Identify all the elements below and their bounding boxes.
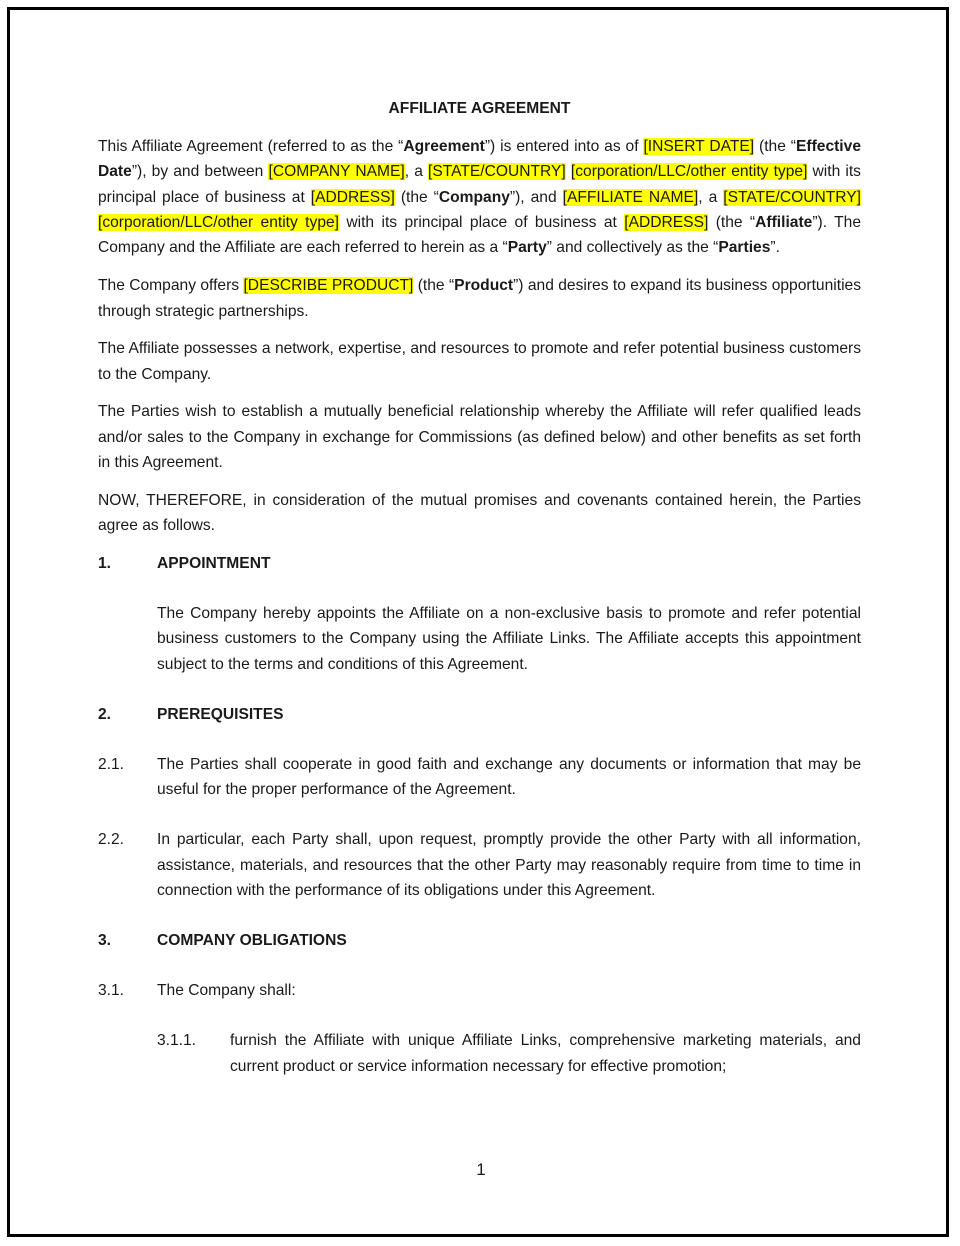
section-number: 1.: [98, 555, 112, 573]
clause-3-1: [98, 978, 861, 1003]
term-company: Company: [438, 188, 510, 206]
clause-number: 2.1.: [98, 756, 125, 774]
offers-text: ”) and desires to expand its business opportunities through strategic partnerships.: [98, 277, 862, 320]
section-1-heading: [98, 551, 861, 576]
offers-paragraph: [98, 273, 861, 323]
clause-text: The Company shall:: [157, 982, 296, 1000]
section-heading: COMPANY OBLIGATIONS: [157, 932, 347, 950]
placeholder-company-name: [COMPANY NAME]: [268, 163, 405, 181]
offers-text: The Company offers: [98, 277, 244, 295]
placeholder-state-country: [STATE/COUNTRY]: [428, 163, 566, 181]
term-affiliate: Affiliate: [755, 213, 813, 231]
section-number: 2.: [98, 705, 112, 723]
clause-2-2: [98, 827, 861, 903]
term-product: Product: [454, 277, 514, 295]
now-therefore-paragraph: NOW, THEREFORE, in consideration of the mutual promises and covenants contained herein, the Parties agree as follows.: [98, 491, 861, 534]
intro-text: ”) is entered into as of: [484, 138, 644, 156]
intro-text: ”). The Company and the Affiliate are each referred to herein as a “: [98, 213, 862, 257]
page-number: 1: [476, 1160, 486, 1179]
term-parties: Parties: [718, 239, 771, 257]
intro-text: , a: [698, 188, 724, 206]
term-effective-date: Effective Date: [98, 138, 861, 181]
placeholder-state-country: [STATE/COUNTRY]: [723, 188, 861, 206]
intro-text: (the “: [754, 138, 796, 156]
intro-text: ”.: [770, 239, 780, 257]
term-party: Party: [507, 239, 547, 257]
clause-3-1-1: [157, 1028, 861, 1078]
clause-number: 2.2.: [98, 831, 125, 849]
document-title: AFFILIATE AGREEMENT: [388, 100, 571, 117]
clause-text: In particular, each Party shall, upon request, promptly provide the other Party with all information, assistance, materials, and resources that the other Party may reasonably require from time to time in connection with the performance of its obligations under this Agreement.: [157, 831, 861, 899]
section-number: 3.: [98, 932, 112, 950]
clause-text: The Parties shall cooperate in good faith and exchange any documents or information that may be useful for the proper performance of the Agreement.: [157, 756, 861, 799]
placeholder-insert-date: [INSERT DATE]: [643, 138, 755, 156]
section-1-body: The Company hereby appoints the Affiliate on a non-exclusive basis to promote and refer potential business customers to the Company using the Affiliate Links. The Affiliate accepts this appointment subject to the terms and conditions of this Agreement.: [157, 605, 861, 673]
possesses-paragraph: The Affiliate possesses a network, expertise, and resources to promote and refer potential business customers to the Company.: [98, 340, 861, 383]
intro-text: ” and collectively as the “: [546, 239, 719, 257]
section-2-heading: [98, 702, 861, 727]
intro-text: (the “: [708, 213, 756, 231]
section-heading: APPOINTMENT: [157, 555, 271, 573]
document-body: [98, 96, 861, 1079]
intro-text: This Affiliate Agreement (referred to as the “: [98, 138, 404, 156]
clause-number: 3.1.: [98, 982, 125, 1000]
intro-text: ”), and: [509, 188, 563, 206]
intro-text: , a: [404, 163, 428, 181]
intro-paragraph: [98, 134, 861, 260]
placeholder-entity-type: [corporation/LLC/other entity type]: [570, 163, 808, 181]
intro-text: with its principal place of business at: [98, 163, 861, 206]
clause-number: 3.1.1.: [157, 1032, 197, 1050]
placeholder-affiliate-name: [AFFILIATE NAME]: [562, 188, 699, 206]
placeholder-entity-type: [corporation/LLC/other entity type]: [98, 213, 339, 231]
clause-text: furnish the Affiliate with unique Affiliate Links, comprehensive marketing materials, and current product or service information necessary for effective promotion;: [230, 1032, 861, 1075]
placeholder-address: [ADDRESS]: [624, 213, 709, 231]
offers-text: (the “: [413, 277, 455, 295]
intro-text: ”), by and between: [131, 163, 269, 181]
document-page: [7, 7, 949, 1237]
term-agreement: Agreement: [403, 138, 485, 156]
placeholder-address: [ADDRESS]: [310, 188, 395, 206]
section-3-heading: [98, 928, 861, 953]
clause-2-1: [98, 752, 861, 802]
section-heading: PREREQUISITES: [157, 705, 284, 723]
intro-text: (the “: [394, 188, 439, 206]
intro-text: with its principal place of business at: [339, 213, 625, 231]
placeholder-describe-product: [DESCRIBE PRODUCT]: [243, 277, 414, 295]
wish-paragraph: The Parties wish to establish a mutually beneficial relationship whereby the Affiliate will refer qualified leads and/or sales to the Company in exchange for Commissions (as defined below) and other benefits as set forth in this Agreement.: [98, 403, 861, 471]
